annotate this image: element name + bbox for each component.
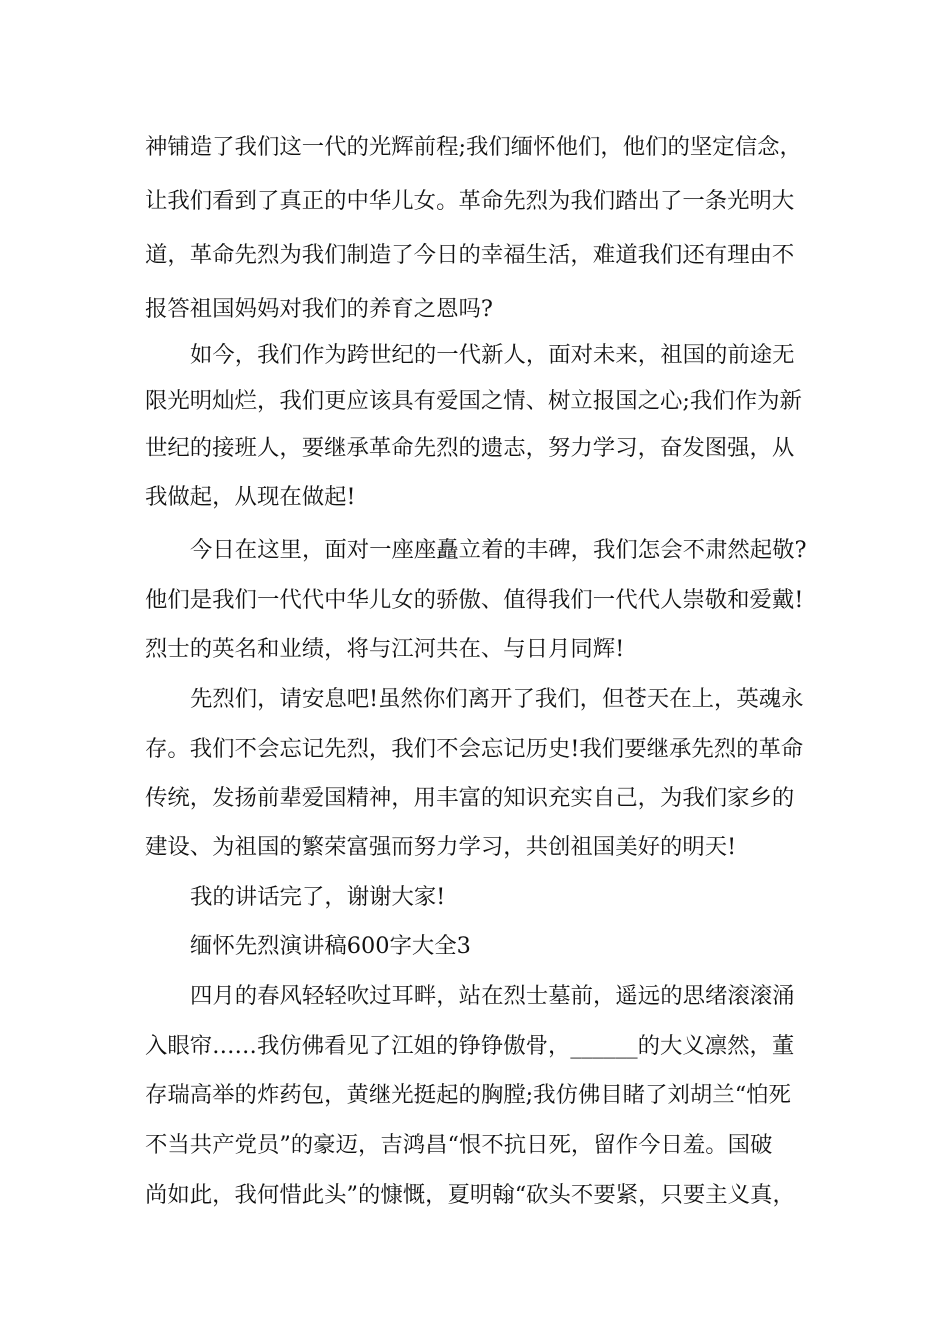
text-line: 四月的春风轻轻吹过耳畔，站在烈士墓前，遥远的思绪滚滚涌 — [190, 983, 795, 1009]
text-line: 让我们看到了真正的中华儿女。革命先烈为我们踏出了一条光明大 — [145, 188, 795, 214]
text-line: 世纪的接班人，要继承革命先烈的遗志，努力学习，奋发图强，从 — [145, 435, 795, 461]
text-line: 烈士的英名和业绩，将与江河共在、与日月同辉! — [145, 636, 625, 662]
text-line: 入眼帘……我仿佛看见了江姐的铮铮傲骨，______的大义凛然，董 — [145, 1033, 795, 1059]
text-line: 他们是我们一代代中华儿女的骄傲、值得我们一代代人崇敬和爱戴! — [145, 587, 804, 613]
text-line: 我做起，从现在做起! — [145, 484, 356, 510]
text-line: 神铺造了我们这一代的光辉前程;我们缅怀他们，他们的坚定信念， — [145, 134, 802, 160]
text-line: 先烈们，请安息吧!虽然你们离开了我们，但苍天在上，英魂永 — [190, 686, 804, 712]
text-line: 不当共产党员”的豪迈，吉鸿昌“恨不抗日死，留作今日羞。国破 — [145, 1132, 773, 1158]
text-line: 传统，发扬前辈爱国精神，用丰富的知识充实自己，为我们家乡的 — [145, 785, 795, 811]
text-line: 存瑞高举的炸药包，黄继光挺起的胸膛;我仿佛目睹了刘胡兰“怕死 — [145, 1082, 791, 1108]
text-line: 今日在这里，面对一座座矗立着的丰碑，我们怎会不肃然起敬? — [190, 537, 807, 563]
text-line: 道，革命先烈为我们制造了今日的幸福生活，难道我们还有理由不 — [145, 242, 795, 268]
text-line: 我的讲话完了，谢谢大家! — [190, 884, 446, 910]
text-line: 如今，我们作为跨世纪的一代新人，面对未来，祖国的前途无 — [190, 342, 795, 368]
text-line: 尚如此，我何惜此头”的慷慨，夏明翰“砍头不要紧，只要主义真， — [145, 1182, 795, 1208]
text-line: 存。我们不会忘记先烈，我们不会忘记历史!我们要继承先烈的革命 — [145, 736, 804, 762]
section-heading: 缅怀先烈演讲稿600字大全3 — [190, 933, 471, 959]
text-line: 限光明灿烂，我们更应该具有爱国之情、树立报国之心;我们作为新 — [145, 388, 802, 414]
text-line: 报答祖国妈妈对我们的养育之恩吗? — [145, 296, 493, 322]
text-line: 建设、为祖国的繁荣富强而努力学习，共创祖国美好的明天! — [145, 834, 737, 860]
